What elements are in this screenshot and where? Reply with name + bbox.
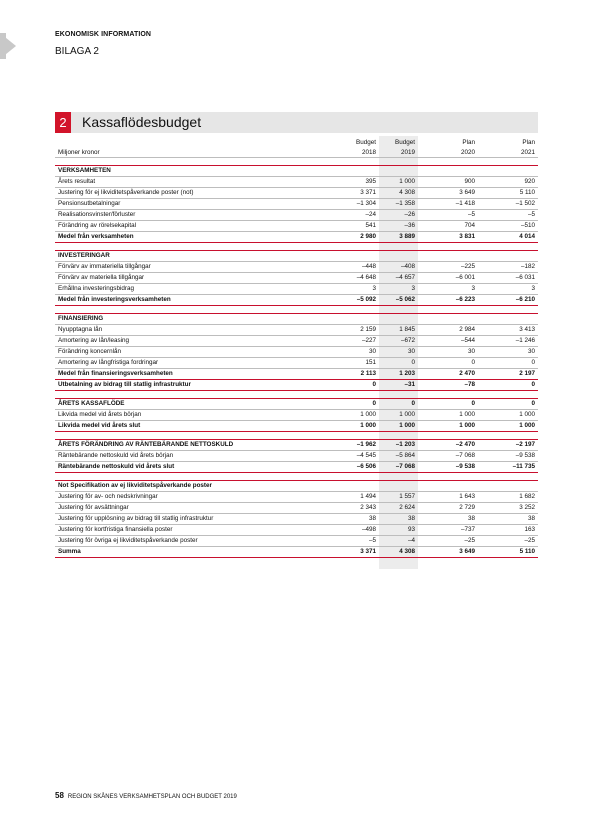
- row-value: 2 113: [315, 369, 379, 380]
- column-header-row-1: [55, 137, 538, 147]
- row-value: 2 980: [315, 232, 379, 243]
- row-label: FINANSIERING: [55, 314, 315, 325]
- row-value: 30: [478, 347, 538, 358]
- row-value: –26: [379, 210, 418, 221]
- row-value: –6 210: [478, 295, 538, 306]
- row-label: Utbetalning av bidrag till statlig infrastruktur: [55, 380, 315, 391]
- row-value: 3 649: [418, 188, 478, 199]
- section-header: EKONOMISK INFORMATION: [55, 31, 152, 38]
- row-value: [315, 314, 379, 325]
- row-value: 0: [418, 399, 478, 410]
- row-value: 1 000: [315, 421, 379, 432]
- row-value: –498: [315, 525, 379, 536]
- row-value: [315, 166, 379, 177]
- row-value: [315, 481, 379, 492]
- row-value: –672: [379, 336, 418, 347]
- row-label: Justering för avsättningar: [55, 503, 315, 514]
- row-value: –6 506: [315, 462, 379, 473]
- row-value: 38: [315, 514, 379, 525]
- row-label: Justering för kortfristiga finansiella poster: [55, 525, 315, 536]
- row-value: 38: [379, 514, 418, 525]
- row-value: 30: [418, 347, 478, 358]
- table-row: [55, 177, 538, 188]
- row-value: –4 657: [379, 273, 418, 284]
- row-value: –6 223: [418, 295, 478, 306]
- page-title: Kassaflödesbudget: [82, 114, 202, 130]
- column-header-row-2: [55, 147, 538, 158]
- row-label: ÅRETS FÖRÄNDRING AV RÄNTEBÄRANDE NETTOSKULD: [55, 440, 315, 451]
- row-value: 0: [315, 399, 379, 410]
- table-row: [55, 199, 538, 210]
- row-value: 30: [379, 347, 418, 358]
- row-value: –227: [315, 336, 379, 347]
- spec-title-row: [55, 481, 538, 492]
- col-head-line1: Plan: [522, 138, 535, 146]
- nettoskuld-title-row: [55, 440, 538, 451]
- section-total-row: [55, 232, 538, 243]
- table-row: [55, 410, 538, 421]
- row-value: –5: [478, 210, 538, 221]
- row-value: –4 545: [315, 451, 379, 462]
- row-value: 3 413: [478, 325, 538, 336]
- row-value: [478, 314, 538, 325]
- row-value: 1 845: [379, 325, 418, 336]
- row-label: Amortering av lån/leasing: [55, 336, 315, 347]
- row-label: Justering för av- och nedskrivningar: [55, 492, 315, 503]
- cash-flow-table: [55, 137, 538, 558]
- spacer-row: [55, 243, 538, 251]
- row-label: Amortering av långfristiga fordringar: [55, 358, 315, 369]
- row-label: Förändring koncernlån: [55, 347, 315, 358]
- row-value: 5 110: [478, 188, 538, 199]
- table-row: [55, 284, 538, 295]
- section-total-row: [55, 295, 538, 306]
- page-tab-arrow: [0, 33, 16, 59]
- row-value: –25: [478, 536, 538, 547]
- col-head-line1: Budget: [395, 138, 415, 146]
- row-value: 0: [315, 380, 379, 391]
- row-value: 1 203: [379, 369, 418, 380]
- row-label: Förändring av rörelsekapital: [55, 221, 315, 232]
- row-value: 0: [478, 358, 538, 369]
- table-row: [55, 188, 538, 199]
- row-value: 2 729: [418, 503, 478, 514]
- row-value: 2 159: [315, 325, 379, 336]
- table-row: [55, 347, 538, 358]
- row-value: 38: [418, 514, 478, 525]
- row-value: 4 308: [379, 547, 418, 558]
- row-value: 1 494: [315, 492, 379, 503]
- row-value: 0: [478, 399, 538, 410]
- row-value: –1 962: [315, 440, 379, 451]
- page-number: 58: [55, 791, 64, 800]
- row-value: –24: [315, 210, 379, 221]
- row-value: –7 068: [418, 451, 478, 462]
- row-value: 3: [478, 284, 538, 295]
- row-value: 920: [478, 177, 538, 188]
- row-value: [418, 314, 478, 325]
- row-value: 1 682: [478, 492, 538, 503]
- row-value: 1 000: [379, 410, 418, 421]
- footer-text: REGION SKÅNES VERKSAMHETSPLAN OCH BUDGET 2019: [67, 794, 237, 800]
- row-value: 3 889: [379, 232, 418, 243]
- row-value: 30: [315, 347, 379, 358]
- table-row: [55, 358, 538, 369]
- row-value: –2 197: [478, 440, 538, 451]
- row-value: 2 343: [315, 503, 379, 514]
- kassaflode-total-row: [55, 421, 538, 432]
- table-row: [55, 536, 538, 547]
- row-value: 2 197: [478, 369, 538, 380]
- row-label: Justering för upplösning av bidrag till statlig infrastruktur: [55, 514, 315, 525]
- row-value: –78: [418, 380, 478, 391]
- row-value: 1 000: [418, 421, 478, 432]
- row-value: 395: [315, 177, 379, 188]
- row-value: 2 984: [418, 325, 478, 336]
- row-value: –4: [379, 536, 418, 547]
- row-value: –5: [315, 536, 379, 547]
- table-row: [55, 525, 538, 536]
- row-label: Räntebärande nettoskuld vid årets slut: [55, 462, 315, 473]
- row-label: Pensionsutbetalningar: [55, 199, 315, 210]
- row-value: –5: [418, 210, 478, 221]
- row-value: –5 864: [379, 451, 418, 462]
- row-value: 1 000: [418, 410, 478, 421]
- row-value: [418, 251, 478, 262]
- title-number-badge: 2: [55, 112, 71, 133]
- section-title-row: [55, 166, 538, 177]
- row-value: 163: [478, 525, 538, 536]
- row-value: 1 000: [379, 421, 418, 432]
- table-row: [55, 210, 538, 221]
- row-value: 93: [379, 525, 418, 536]
- row-value: 0: [379, 399, 418, 410]
- row-value: –7 068: [379, 462, 418, 473]
- row-label: Medel från finansieringsverksamheten: [55, 369, 315, 380]
- row-label: VERKSAMHETEN: [55, 166, 315, 177]
- row-value: –182: [478, 262, 538, 273]
- row-value: –1 418: [418, 199, 478, 210]
- row-label: INVESTERINGAR: [55, 251, 315, 262]
- table-row: [55, 514, 538, 525]
- row-value: 1 000: [315, 410, 379, 421]
- row-value: –4 648: [315, 273, 379, 284]
- row-value: –1 246: [478, 336, 538, 347]
- section-total-row: [55, 369, 538, 380]
- row-value: [379, 251, 418, 262]
- row-value: –737: [418, 525, 478, 536]
- row-value: –510: [478, 221, 538, 232]
- row-value: 3: [315, 284, 379, 295]
- row-value: 151: [315, 358, 379, 369]
- appendix-label: BILAGA 2: [55, 46, 99, 57]
- row-label: Justering för ej likviditetspåverkande poster (not): [55, 188, 315, 199]
- row-value: [418, 481, 478, 492]
- row-label: Förvärv av materiella tillgångar: [55, 273, 315, 284]
- row-value: –408: [379, 262, 418, 273]
- row-label: Summa: [55, 547, 315, 558]
- row-label: Förvärv av immateriella tillgångar: [55, 262, 315, 273]
- row-value: –5 062: [379, 295, 418, 306]
- row-value: 3 649: [418, 547, 478, 558]
- row-label: Nyupptagna lån: [55, 325, 315, 336]
- row-value: –6 031: [478, 273, 538, 284]
- col-head-line2: 2018: [315, 147, 379, 158]
- spacer-row: [55, 473, 538, 481]
- row-value: 3 252: [478, 503, 538, 514]
- row-value: –544: [418, 336, 478, 347]
- row-value: 900: [418, 177, 478, 188]
- row-value: –9 538: [418, 462, 478, 473]
- row-value: 2 624: [379, 503, 418, 514]
- table-row: [55, 325, 538, 336]
- spacer-row: [55, 432, 538, 440]
- row-label: Medel från verksamheten: [55, 232, 315, 243]
- row-value: [478, 251, 538, 262]
- row-value: 3 371: [315, 547, 379, 558]
- row-value: 3 831: [418, 232, 478, 243]
- row-value: –225: [418, 262, 478, 273]
- row-label: Not Specifikation av ej likviditetspåverkande poster: [55, 481, 315, 492]
- table-row: [55, 451, 538, 462]
- row-label: Årets resultat: [55, 177, 315, 188]
- row-value: 1 557: [379, 492, 418, 503]
- row-value: –9 538: [478, 451, 538, 462]
- row-value: 541: [315, 221, 379, 232]
- spacer-row: [55, 158, 538, 166]
- spec-total-row: [55, 547, 538, 558]
- row-value: [315, 251, 379, 262]
- row-value: 1 000: [478, 421, 538, 432]
- section-title-row: [55, 314, 538, 325]
- row-value: –11 735: [478, 462, 538, 473]
- row-value: 2 470: [418, 369, 478, 380]
- row-value: 5 110: [478, 547, 538, 558]
- row-value: 1 000: [478, 410, 538, 421]
- row-value: [379, 481, 418, 492]
- spacer-row: [55, 306, 538, 314]
- col-head-line2: 2021: [478, 147, 538, 158]
- row-label: Medel från investeringsverksamheten: [55, 295, 315, 306]
- nettoskuld-total-row: [55, 462, 538, 473]
- row-label: Räntebärande nettoskuld vid årets början: [55, 451, 315, 462]
- table-row: [55, 221, 538, 232]
- row-label: Justering för övriga ej likviditetspåverkande poster: [55, 536, 315, 547]
- section-extra-row: [55, 380, 538, 391]
- row-value: –1 358: [379, 199, 418, 210]
- row-value: 4 308: [379, 188, 418, 199]
- row-label: Likvida medel vid årets början: [55, 410, 315, 421]
- row-value: –1 203: [379, 440, 418, 451]
- row-value: –448: [315, 262, 379, 273]
- row-value: 0: [379, 358, 418, 369]
- row-value: 1 643: [418, 492, 478, 503]
- page-footer: [55, 791, 237, 800]
- row-value: [418, 166, 478, 177]
- col-head-line1: Budget: [356, 138, 376, 146]
- section-title-row: [55, 251, 538, 262]
- table-row: [55, 273, 538, 284]
- row-value: 0: [418, 358, 478, 369]
- row-value: –5 092: [315, 295, 379, 306]
- row-value: 4 014: [478, 232, 538, 243]
- row-value: [379, 314, 418, 325]
- col-head-line2: 2020: [418, 147, 478, 158]
- row-value: 704: [418, 221, 478, 232]
- table-row: [55, 336, 538, 347]
- row-label: Realisationsvinster/förluster: [55, 210, 315, 221]
- row-label: ÅRETS KASSAFLÖDE: [55, 399, 315, 410]
- spacer-row: [55, 391, 538, 399]
- row-value: 38: [478, 514, 538, 525]
- table-row: [55, 262, 538, 273]
- row-value: 3: [379, 284, 418, 295]
- table-row: [55, 492, 538, 503]
- row-value: –1 304: [315, 199, 379, 210]
- row-value: –1 502: [478, 199, 538, 210]
- col-head-line2: 2019: [379, 147, 418, 158]
- kassaflode-title-row: [55, 399, 538, 410]
- row-value: 3: [418, 284, 478, 295]
- row-value: –36: [379, 221, 418, 232]
- row-value: [478, 166, 538, 177]
- row-value: –6 001: [418, 273, 478, 284]
- row-value: 3 371: [315, 188, 379, 199]
- row-value: –25: [418, 536, 478, 547]
- table-row: [55, 503, 538, 514]
- row-value: 1 000: [379, 177, 418, 188]
- col-head-line1: Plan: [462, 138, 475, 146]
- row-label: Erhållna investeringsbidrag: [55, 284, 315, 295]
- title-bar: [55, 112, 538, 133]
- row-value: [478, 481, 538, 492]
- unit-label: Miljoner kronor: [55, 147, 315, 158]
- row-value: –2 470: [418, 440, 478, 451]
- row-value: 0: [478, 380, 538, 391]
- row-value: [379, 166, 418, 177]
- row-value: –31: [379, 380, 418, 391]
- row-label: Likvida medel vid årets slut: [55, 421, 315, 432]
